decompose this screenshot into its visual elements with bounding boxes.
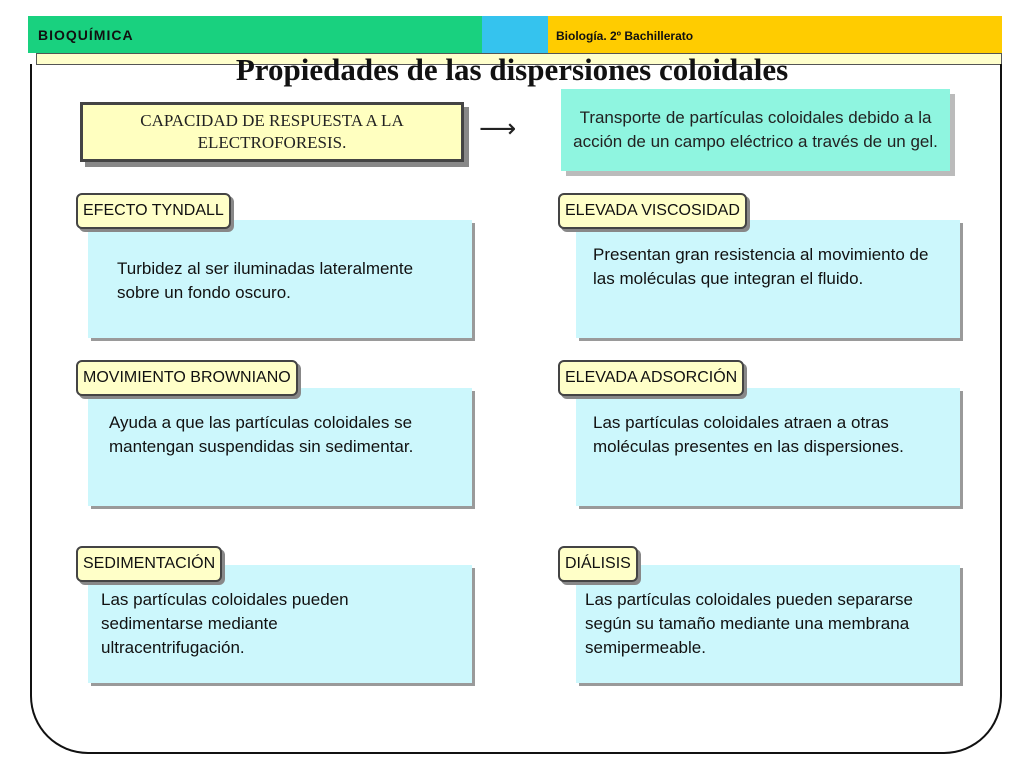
header-subject: BIOQUÍMICA xyxy=(38,27,134,43)
property-description: Las partículas coloidales pueden separarse según su tamaño mediante una membrana semipermeable. xyxy=(585,590,913,657)
property-card-viscosidad xyxy=(576,220,960,338)
property-description: Turbidez al ser iluminadas lateralmente sobre un fondo oscuro. xyxy=(117,259,414,302)
property-card-tyndall xyxy=(88,220,472,338)
electroforesis-label: CAPACIDAD DE RESPUESTA A LA ELECTROFORESIS. xyxy=(80,102,464,162)
property-description: Las partículas coloidales atraen a otras moléculas presentes en las dispersiones. xyxy=(593,413,904,456)
property-card-dialisis xyxy=(576,565,960,683)
property-label-browniano: MOVIMIENTO BROWNIANO xyxy=(76,360,298,396)
property-card-adsorcion xyxy=(576,388,960,506)
property-label-dialisis: DIÁLISIS xyxy=(558,546,638,582)
property-label-adsorcion: ELEVADA ADSORCIÓN xyxy=(558,360,744,396)
header-course-bar xyxy=(548,16,1002,53)
header-subject-bar xyxy=(28,16,482,53)
property-label-viscosidad: ELEVADA VISCOSIDAD xyxy=(558,193,747,229)
property-card-sedimentacion xyxy=(88,565,472,683)
header-course: Biología. 2º Bachillerato xyxy=(556,29,694,43)
page-title: Propiedades de las dispersiones coloidales xyxy=(235,52,789,87)
property-label-tyndall: EFECTO TYNDALL xyxy=(76,193,231,229)
electroforesis-description xyxy=(561,89,950,171)
electroforesis-description-text: Transporte de partículas coloidales debido a la acción de un campo eléctrico a través de un gel. xyxy=(573,108,938,151)
right-arrow-icon: ⟶ xyxy=(479,114,517,144)
header-accent-block xyxy=(482,16,548,53)
property-description: Las partículas coloidales pueden sedimentarse mediante ultracentrifugación. xyxy=(101,590,349,657)
property-description: Presentan gran resistencia al movimiento de las moléculas que integran el fluido. xyxy=(593,245,929,288)
property-label-sedimentacion: SEDIMENTACIÓN xyxy=(76,546,222,582)
property-card-browniano xyxy=(88,388,472,506)
property-description: Ayuda a que las partículas coloidales se mantengan suspendidas sin sedimentar. xyxy=(109,413,414,456)
